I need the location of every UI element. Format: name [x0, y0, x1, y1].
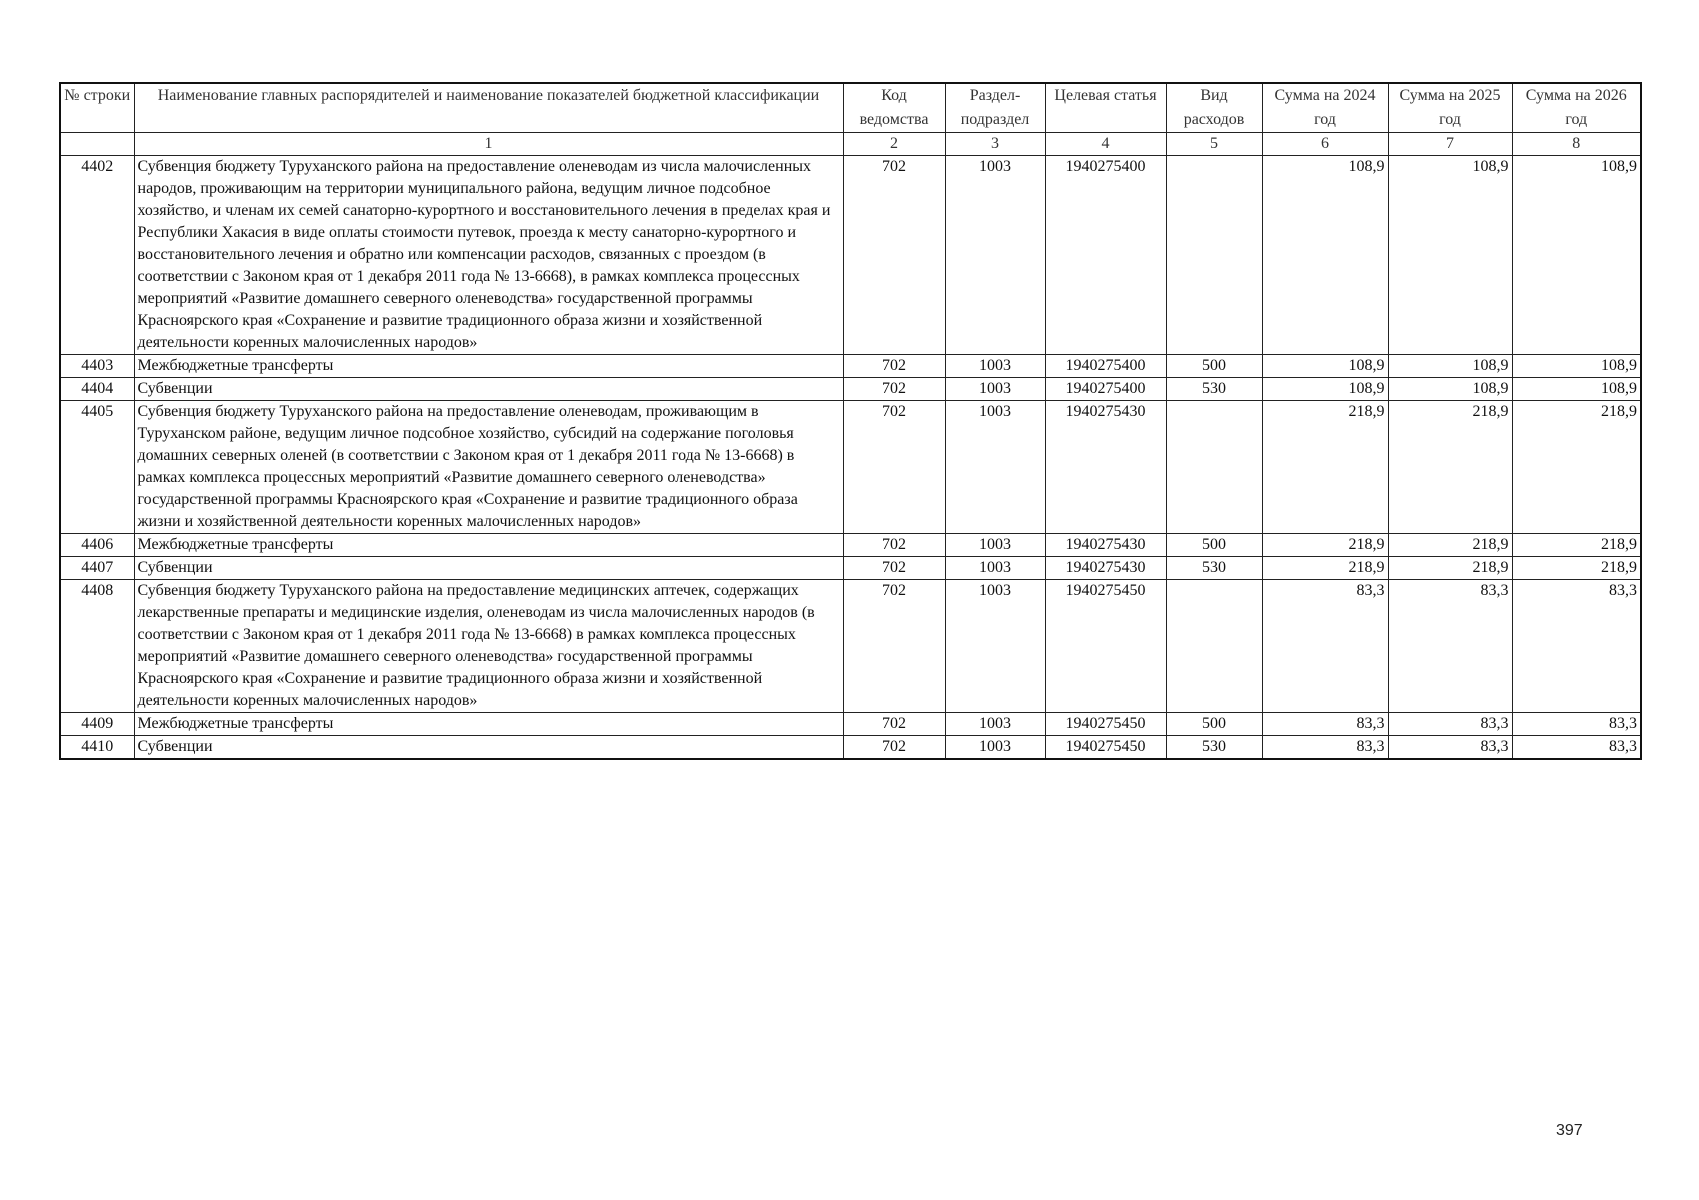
row-sum-2024: 108,9 — [1262, 156, 1388, 355]
column-number: 4 — [1045, 133, 1166, 156]
row-name: Субвенция бюджету Туруханского района на предоставление оленеводам, проживающим в Туруханском районе, ведущим личное подсобное хозяйство, субсидий на содержание поголовья домашних северных оленей (в соответствии с Законом края от 1 декабря 2011 года № 13-6668) в рамках комплекса процессных мероприятий «Развитие домашнего северного оленеводства» государственной программы Красноярского края «Сохранение и развитие традиционного образа жизни и хозяйственной деятельности коренных малочисленных народов» — [134, 401, 843, 534]
row-sum-2024: 218,9 — [1262, 534, 1388, 557]
row-number: 4404 — [60, 378, 134, 401]
row-sum-2024: 218,9 — [1262, 401, 1388, 534]
column-number: 5 — [1166, 133, 1262, 156]
row-name: Межбюджетные трансферты — [134, 355, 843, 378]
row-name: Субвенции — [134, 378, 843, 401]
table-row — [60, 156, 1641, 355]
row-expense-type: 530 — [1166, 378, 1262, 401]
row-sum-2024: 108,9 — [1262, 378, 1388, 401]
row-sum-2025: 83,3 — [1388, 713, 1512, 736]
row-expense-type — [1166, 156, 1262, 355]
header-target-article: Целевая статья — [1045, 83, 1166, 133]
header-row — [60, 83, 1641, 133]
table-body — [60, 156, 1641, 760]
table-row — [60, 557, 1641, 580]
row-name: Субвенция бюджету Туруханского района на предоставление медицинских аптечек, содержащих лекарственные препараты и медицинские изделия, оленеводам из числа малочисленных народов (в соответствии с Законом края от 1 декабря 2011 года № 13-6668) в рамках комплекса процессных мероприятий «Развитие домашнего северного оленеводства» государственной программы Красноярского края «Сохранение и развитие традиционного образа жизни и хозяйственной деятельности коренных малочисленных народов» — [134, 580, 843, 713]
row-sum-2026: 108,9 — [1512, 378, 1641, 401]
row-target-article: 1940275450 — [1045, 736, 1166, 760]
row-sum-2026: 218,9 — [1512, 557, 1641, 580]
row-sum-2026: 108,9 — [1512, 355, 1641, 378]
header-expense-type: Вид расходов — [1166, 83, 1262, 133]
row-sum-2025: 108,9 — [1388, 156, 1512, 355]
row-department-code: 702 — [843, 401, 945, 534]
column-number: 1 — [134, 133, 843, 156]
table-row — [60, 713, 1641, 736]
row-sum-2025: 108,9 — [1388, 355, 1512, 378]
header-department-code: Код ведомства — [843, 83, 945, 133]
column-number: 3 — [945, 133, 1045, 156]
row-sum-2025: 218,9 — [1388, 557, 1512, 580]
row-sum-2026: 218,9 — [1512, 534, 1641, 557]
table-row — [60, 401, 1641, 534]
row-number: 4405 — [60, 401, 134, 534]
row-expense-type: 530 — [1166, 557, 1262, 580]
row-department-code: 702 — [843, 713, 945, 736]
row-expense-type — [1166, 580, 1262, 713]
row-target-article: 1940275450 — [1045, 580, 1166, 713]
row-sum-2026: 83,3 — [1512, 580, 1641, 713]
row-target-article: 1940275430 — [1045, 401, 1166, 534]
header-sum-2026: Сумма на 2026 год — [1512, 83, 1641, 133]
row-section: 1003 — [945, 580, 1045, 713]
table-row — [60, 378, 1641, 401]
row-department-code: 702 — [843, 557, 945, 580]
row-sum-2024: 83,3 — [1262, 580, 1388, 713]
table-row — [60, 580, 1641, 713]
header-row-number: № строки — [60, 83, 134, 133]
row-name: Межбюджетные трансферты — [134, 713, 843, 736]
row-name: Субвенция бюджету Туруханского района на предоставление оленеводам из числа малочисленных народов, проживающим на территории муниципального района, ведущим личное подсобное хозяйство, и членам их семей санаторно-курортного и восстановительного лечения в пределах края и Республики Хакасия в виде оплаты стоимости путевок, проезда к месту санаторно-курортного и восстановительного лечения и обратно или компенсации расходов, связанных с проездом (в соответствии с Законом края от 1 декабря 2011 года № 13-6668), в рамках комплекса процессных мероприятий «Развитие домашнего северного оленеводства» государственной программы Красноярского края «Сохранение и развитие традиционного образа жизни и хозяйственной деятельности коренных малочисленных народов» — [134, 156, 843, 355]
row-expense-type: 500 — [1166, 355, 1262, 378]
row-sum-2024: 83,3 — [1262, 736, 1388, 760]
row-expense-type: 530 — [1166, 736, 1262, 760]
header-sum-2025: Сумма на 2025 год — [1388, 83, 1512, 133]
row-number: 4407 — [60, 557, 134, 580]
row-section: 1003 — [945, 378, 1045, 401]
row-sum-2024: 108,9 — [1262, 355, 1388, 378]
row-number: 4403 — [60, 355, 134, 378]
column-number: 6 — [1262, 133, 1388, 156]
row-section: 1003 — [945, 736, 1045, 760]
table-row — [60, 534, 1641, 557]
row-section: 1003 — [945, 401, 1045, 534]
row-sum-2025: 218,9 — [1388, 401, 1512, 534]
row-section: 1003 — [945, 534, 1045, 557]
row-department-code: 702 — [843, 580, 945, 713]
row-number: 4408 — [60, 580, 134, 713]
header-section: Раздел-подраздел — [945, 83, 1045, 133]
row-sum-2025: 218,9 — [1388, 534, 1512, 557]
row-section: 1003 — [945, 713, 1045, 736]
row-target-article: 1940275400 — [1045, 156, 1166, 355]
header-name: Наименование главных распорядителей и наименование показателей бюджетной классификации — [134, 83, 843, 133]
row-sum-2025: 83,3 — [1388, 580, 1512, 713]
row-sum-2025: 108,9 — [1388, 378, 1512, 401]
row-department-code: 702 — [843, 736, 945, 760]
budget-table-container — [59, 82, 1642, 760]
row-sum-2024: 218,9 — [1262, 557, 1388, 580]
row-section: 1003 — [945, 156, 1045, 355]
row-sum-2026: 108,9 — [1512, 156, 1641, 355]
row-name: Субвенции — [134, 557, 843, 580]
column-number: 8 — [1512, 133, 1641, 156]
row-sum-2025: 83,3 — [1388, 736, 1512, 760]
row-sum-2024: 83,3 — [1262, 713, 1388, 736]
row-target-article: 1940275430 — [1045, 534, 1166, 557]
column-number: 2 — [843, 133, 945, 156]
row-department-code: 702 — [843, 355, 945, 378]
row-name: Межбюджетные трансферты — [134, 534, 843, 557]
row-number: 4402 — [60, 156, 134, 355]
row-sum-2026: 83,3 — [1512, 713, 1641, 736]
row-section: 1003 — [945, 557, 1045, 580]
column-number: 7 — [1388, 133, 1512, 156]
row-target-article: 1940275400 — [1045, 355, 1166, 378]
row-target-article: 1940275400 — [1045, 378, 1166, 401]
budget-table — [59, 82, 1642, 760]
row-number: 4409 — [60, 713, 134, 736]
row-expense-type — [1166, 401, 1262, 534]
row-number: 4410 — [60, 736, 134, 760]
table-row — [60, 355, 1641, 378]
row-target-article: 1940275450 — [1045, 713, 1166, 736]
header-sum-2024: Сумма на 2024 год — [1262, 83, 1388, 133]
row-department-code: 702 — [843, 378, 945, 401]
row-department-code: 702 — [843, 156, 945, 355]
row-section: 1003 — [945, 355, 1045, 378]
row-target-article: 1940275430 — [1045, 557, 1166, 580]
column-number — [60, 133, 134, 156]
row-department-code: 702 — [843, 534, 945, 557]
row-expense-type: 500 — [1166, 713, 1262, 736]
row-number: 4406 — [60, 534, 134, 557]
row-name: Субвенции — [134, 736, 843, 760]
column-number-row — [60, 133, 1641, 156]
page-number: 397 — [1556, 1122, 1583, 1139]
row-expense-type: 500 — [1166, 534, 1262, 557]
table-row — [60, 736, 1641, 760]
row-sum-2026: 83,3 — [1512, 736, 1641, 760]
row-sum-2026: 218,9 — [1512, 401, 1641, 534]
